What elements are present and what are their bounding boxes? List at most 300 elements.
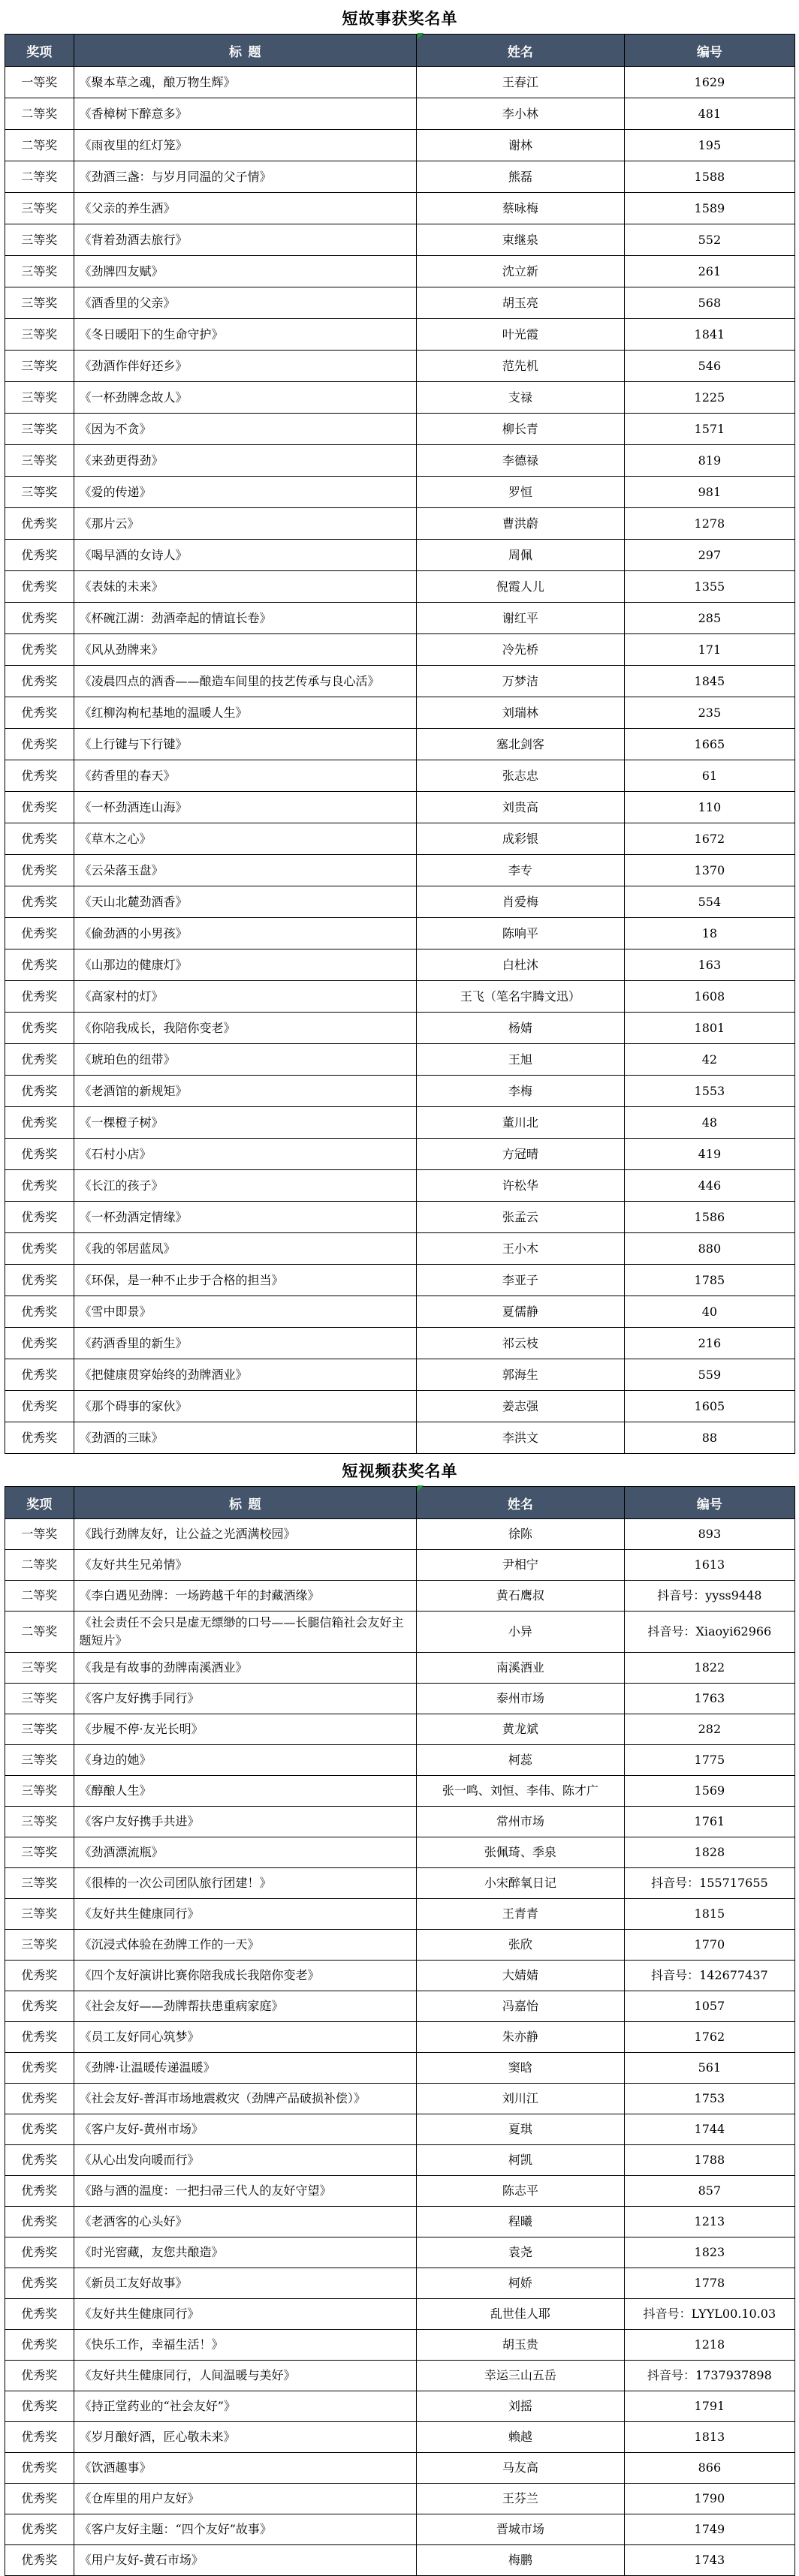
table-row [5, 130, 795, 161]
cell-title: 《员工友好同心筑梦》 [74, 2022, 417, 2053]
cell-name: 柯娇 [417, 2268, 625, 2299]
cell-award: 三等奖 [5, 1684, 74, 1714]
cell-award: 优秀奖 [5, 1170, 74, 1202]
col-header-name-label: 姓名 [507, 44, 533, 59]
cell-award: 优秀奖 [5, 2114, 74, 2145]
table-row [5, 2237, 795, 2268]
cell-award: 优秀奖 [5, 823, 74, 855]
cell-number: 1213 [624, 2207, 794, 2237]
cell-award: 优秀奖 [5, 2022, 74, 2053]
cell-number: 抖音号：Xiaoyi62966 [624, 1612, 794, 1653]
table-row [5, 603, 795, 634]
cell-number: 18 [624, 918, 794, 949]
cell-name: 冷先桥 [417, 634, 625, 666]
cell-title: 《步履不停·友光长明》 [74, 1714, 417, 1745]
cell-name: 叶光霞 [417, 319, 625, 351]
cell-award: 二等奖 [5, 1550, 74, 1581]
table-row [5, 1359, 795, 1391]
col-header-number: 编号 [624, 35, 794, 67]
cell-number: 1770 [624, 1930, 794, 1961]
header-row [5, 35, 795, 67]
cell-number: 1278 [624, 508, 794, 540]
table-row [5, 2145, 795, 2176]
cell-award: 三等奖 [5, 1868, 74, 1899]
cell-number: 554 [624, 886, 794, 918]
cell-number: 446 [624, 1170, 794, 1202]
cell-number: 1845 [624, 666, 794, 697]
cell-award: 优秀奖 [5, 1233, 74, 1265]
cell-name: 小宋醉氧日记 [417, 1868, 625, 1899]
cell-title: 《石村小店》 [74, 1139, 417, 1170]
cell-number: 171 [624, 634, 794, 666]
cell-name: 谢林 [417, 130, 625, 161]
cell-name: 郭海生 [417, 1359, 625, 1391]
cell-award: 优秀奖 [5, 949, 74, 981]
cell-name: 窦晗 [417, 2053, 625, 2084]
cell-number: 1753 [624, 2084, 794, 2114]
cell-award: 优秀奖 [5, 1013, 74, 1044]
table-row [5, 697, 795, 729]
cell-award: 三等奖 [5, 1899, 74, 1930]
cell-title: 《新员工友好故事》 [74, 2268, 417, 2299]
cell-number: 1775 [624, 1745, 794, 1776]
table-row [5, 1961, 795, 1991]
cell-title: 《爱的传递》 [74, 477, 417, 508]
cell-title: 《偷劲酒的小男孩》 [74, 918, 417, 949]
cell-award: 优秀奖 [5, 634, 74, 666]
cell-title: 《友好共生健康同行》 [74, 1899, 417, 1930]
cell-award: 三等奖 [5, 414, 74, 445]
cell-award: 三等奖 [5, 477, 74, 508]
cell-award: 优秀奖 [5, 2391, 74, 2422]
cell-number: 1788 [624, 2145, 794, 2176]
table-row [5, 1013, 795, 1044]
cell-number: 1218 [624, 2330, 794, 2361]
cell-title: 《高家村的灯》 [74, 981, 417, 1013]
cell-name: 程曦 [417, 2207, 625, 2237]
cell-name: 夏儒静 [417, 1296, 625, 1328]
cell-name: 泰州市场 [417, 1684, 625, 1714]
cell-name: 李洪文 [417, 1422, 625, 1454]
cell-name: 朱亦静 [417, 2022, 625, 2053]
cell-award: 优秀奖 [5, 1139, 74, 1170]
cell-number: 1822 [624, 1653, 794, 1684]
cell-award: 优秀奖 [5, 603, 74, 634]
cell-number: 1801 [624, 1013, 794, 1044]
cell-name: 祁云枝 [417, 1328, 625, 1359]
cell-number: 1815 [624, 1899, 794, 1930]
cell-number: 561 [624, 2053, 794, 2084]
cell-number: 546 [624, 351, 794, 382]
cell-number: 195 [624, 130, 794, 161]
cell-title: 《把健康贯穿始终的劲牌酒业》 [74, 1359, 417, 1391]
cell-number: 1355 [624, 571, 794, 603]
cell-award: 三等奖 [5, 193, 74, 224]
cell-title: 《父亲的养生酒》 [74, 193, 417, 224]
table-row [5, 1328, 795, 1359]
table-row [5, 319, 795, 351]
cell-number: 1790 [624, 2484, 794, 2514]
cell-name: 倪霞人儿 [417, 571, 625, 603]
cell-award: 优秀奖 [5, 760, 74, 792]
cell-award: 优秀奖 [5, 2361, 74, 2391]
cell-name: 王旭 [417, 1044, 625, 1076]
cell-name: 董川北 [417, 1107, 625, 1139]
cell-number: 1763 [624, 1684, 794, 1714]
cell-title: 《杯碗江湖：劲酒牵起的情谊长卷》 [74, 603, 417, 634]
table-row [5, 67, 795, 98]
table-row [5, 414, 795, 445]
cell-award: 优秀奖 [5, 571, 74, 603]
cell-award: 优秀奖 [5, 2545, 74, 2576]
table-row [5, 1044, 795, 1076]
table-row [5, 2484, 795, 2514]
cell-name: 柯凯 [417, 2145, 625, 2176]
cell-number: 1569 [624, 1776, 794, 1807]
cell-name: 胡玉贵 [417, 2330, 625, 2361]
cell-title: 《社会责任不会只是虚无缥缈的口号——长腿信箱社会友好主题短片》 [74, 1612, 417, 1653]
cell-name: 幸运三山五岳 [417, 2361, 625, 2391]
cell-title: 《客户友好主题：“四个友好”故事》 [74, 2514, 417, 2545]
cell-name: 束继泉 [417, 224, 625, 256]
cell-title: 《香樟树下醉意多》 [74, 98, 417, 130]
cell-name: 李德禄 [417, 445, 625, 477]
cell-name: 张孟云 [417, 1202, 625, 1233]
cell-number: 297 [624, 540, 794, 571]
cell-name: 柯蕊 [417, 1745, 625, 1776]
cell-name: 李小林 [417, 98, 625, 130]
cell-name: 胡玉亮 [417, 287, 625, 319]
cell-award: 优秀奖 [5, 729, 74, 760]
cell-award: 优秀奖 [5, 2453, 74, 2484]
cell-name: 大婧婧 [417, 1961, 625, 1991]
story-awards-table [5, 34, 795, 1454]
cell-name: 徐陈 [417, 1519, 625, 1550]
cell-title: 《山那边的健康灯》 [74, 949, 417, 981]
cell-name: 姜志强 [417, 1391, 625, 1422]
col-header-title: 标 题 [74, 1487, 417, 1519]
cell-name: 王春江 [417, 67, 625, 98]
table-row [5, 571, 795, 603]
cell-name: 王小木 [417, 1233, 625, 1265]
cell-number: 1743 [624, 2545, 794, 2576]
cell-award: 优秀奖 [5, 2422, 74, 2453]
cell-title: 《红柳沟枸杞基地的温暖人生》 [74, 697, 417, 729]
table-row [5, 2545, 795, 2576]
cell-number: 1057 [624, 1991, 794, 2022]
table-row [5, 1776, 795, 1807]
table-row [5, 1107, 795, 1139]
cell-award: 优秀奖 [5, 1991, 74, 2022]
cell-award: 二等奖 [5, 98, 74, 130]
cell-name: 黄石鹰叔 [417, 1581, 625, 1612]
cell-name: 刘川江 [417, 2084, 625, 2114]
cell-name: 张欣 [417, 1930, 625, 1961]
cell-title: 《草木之心》 [74, 823, 417, 855]
cell-award: 优秀奖 [5, 2268, 74, 2299]
cell-title: 《上行键与下行键》 [74, 729, 417, 760]
table-row [5, 508, 795, 540]
cell-title: 《我的邻居蓝凤》 [74, 1233, 417, 1265]
table-row [5, 1391, 795, 1422]
cell-name: 冯嘉怡 [417, 1991, 625, 2022]
cell-award: 二等奖 [5, 161, 74, 193]
cell-award: 优秀奖 [5, 1265, 74, 1296]
table-row [5, 949, 795, 981]
table-row [5, 1653, 795, 1684]
cell-award: 优秀奖 [5, 886, 74, 918]
cell-award: 三等奖 [5, 382, 74, 414]
cell-name: 张志忠 [417, 760, 625, 792]
cell-title: 《药酒香里的新生》 [74, 1328, 417, 1359]
cell-number: 1553 [624, 1076, 794, 1107]
cell-title: 《一杯劲酒定情缘》 [74, 1202, 417, 1233]
cell-award: 优秀奖 [5, 2330, 74, 2361]
cell-award: 优秀奖 [5, 2207, 74, 2237]
cell-award: 一等奖 [5, 1519, 74, 1550]
cell-name: 尹相宁 [417, 1550, 625, 1581]
cell-award: 优秀奖 [5, 792, 74, 823]
cell-award: 优秀奖 [5, 2053, 74, 2084]
cell-award: 优秀奖 [5, 2084, 74, 2114]
cell-number: 1605 [624, 1391, 794, 1422]
cell-award: 优秀奖 [5, 1202, 74, 1233]
cell-name: 曹洪蔚 [417, 508, 625, 540]
cell-title: 《很棒的一次公司团队旅行团建！》 [74, 1868, 417, 1899]
cell-award: 三等奖 [5, 256, 74, 287]
table-row [5, 382, 795, 414]
cell-number: 857 [624, 2176, 794, 2207]
cell-name: 塞北剑客 [417, 729, 625, 760]
cell-number: 282 [624, 1714, 794, 1745]
table-row [5, 224, 795, 256]
table-row [5, 1930, 795, 1961]
cell-name: 刘摇 [417, 2391, 625, 2422]
cell-name: 柳长青 [417, 414, 625, 445]
col-header-award: 奖项 [5, 35, 74, 67]
cell-number: 235 [624, 697, 794, 729]
table-row [5, 161, 795, 193]
table-row [5, 2514, 795, 2545]
cell-number: 559 [624, 1359, 794, 1391]
video-awards-table [5, 1486, 795, 2576]
table-row [5, 256, 795, 287]
cell-title: 《环保，是一种不止步于合格的担当》 [74, 1265, 417, 1296]
cell-title: 《长江的孩子》 [74, 1170, 417, 1202]
cell-number: 419 [624, 1139, 794, 1170]
cell-award: 三等奖 [5, 319, 74, 351]
table-row [5, 2176, 795, 2207]
cell-name: 肖爱梅 [417, 886, 625, 918]
table-row [5, 2114, 795, 2145]
cell-name: 万梦洁 [417, 666, 625, 697]
cell-name: 黄龙斌 [417, 1714, 625, 1745]
cell-title: 《老酒馆的新规矩》 [74, 1076, 417, 1107]
table-row [5, 1202, 795, 1233]
cell-number: 1813 [624, 2422, 794, 2453]
table-row [5, 193, 795, 224]
cell-number: 1571 [624, 414, 794, 445]
cell-number: 568 [624, 287, 794, 319]
cell-number: 1589 [624, 193, 794, 224]
cell-award: 优秀奖 [5, 1359, 74, 1391]
cell-name: 白杜沐 [417, 949, 625, 981]
cell-number: 285 [624, 603, 794, 634]
cell-award: 二等奖 [5, 130, 74, 161]
cell-award: 优秀奖 [5, 2514, 74, 2545]
cell-name: 成彩银 [417, 823, 625, 855]
cell-name: 支禄 [417, 382, 625, 414]
table-row [5, 1899, 795, 1930]
video-awards-section [5, 1454, 795, 2576]
col-header-number: 编号 [624, 1487, 794, 1519]
table-row [5, 287, 795, 319]
cell-number: 42 [624, 1044, 794, 1076]
cell-title: 《一棵橙子树》 [74, 1107, 417, 1139]
cell-number: 1672 [624, 823, 794, 855]
cell-name: 蔡咏梅 [417, 193, 625, 224]
table-row [5, 918, 795, 949]
cell-number: 163 [624, 949, 794, 981]
cell-number: 抖音号：142677437 [624, 1961, 794, 1991]
cell-name: 杨婧 [417, 1013, 625, 1044]
cell-award: 三等奖 [5, 1837, 74, 1868]
cell-number: 552 [624, 224, 794, 256]
table-row [5, 2361, 795, 2391]
cell-title: 《社会友好——劲牌帮扶患重病家庭》 [74, 1991, 417, 2022]
cell-title: 《沉浸式体验在劲牌工作的一天》 [74, 1930, 417, 1961]
cell-title: 《社会友好-普洱市场地震救灾（劲牌产品破损补偿）》 [74, 2084, 417, 2114]
cell-title: 《因为不贪》 [74, 414, 417, 445]
cell-number: 1762 [624, 2022, 794, 2053]
cell-title: 《雪中即景》 [74, 1296, 417, 1328]
cell-title: 《劲酒漂流瓶》 [74, 1837, 417, 1868]
cell-title: 《风从劲牌来》 [74, 634, 417, 666]
cell-name: 陈志平 [417, 2176, 625, 2207]
table-row [5, 2268, 795, 2299]
table-row [5, 729, 795, 760]
cell-number: 1613 [624, 1550, 794, 1581]
cell-award: 三等奖 [5, 445, 74, 477]
cell-number: 1744 [624, 2114, 794, 2145]
story-awards-section [5, 2, 795, 1454]
table-row [5, 981, 795, 1013]
cell-number: 抖音号：1737937898 [624, 2361, 794, 2391]
cell-award: 优秀奖 [5, 981, 74, 1013]
cell-award: 一等奖 [5, 67, 74, 98]
cell-award: 三等奖 [5, 1653, 74, 1684]
table-row [5, 760, 795, 792]
cell-number: 1778 [624, 2268, 794, 2299]
table-row [5, 2207, 795, 2237]
cell-number: 抖音号：155717655 [624, 1868, 794, 1899]
cell-title: 《四个友好演讲比赛你陪我成长我陪你变老》 [74, 1961, 417, 1991]
cell-title: 《你陪我成长，我陪你变老》 [74, 1013, 417, 1044]
cell-award: 优秀奖 [5, 1422, 74, 1454]
table-row [5, 477, 795, 508]
table-row [5, 1139, 795, 1170]
table-row [5, 540, 795, 571]
header-row [5, 1487, 795, 1519]
cell-title: 《友好共生健康同行，人间温暖与美好》 [74, 2361, 417, 2391]
table-row [5, 1745, 795, 1776]
cell-title: 《从心出发向暖而行》 [74, 2145, 417, 2176]
cell-number: 1370 [624, 855, 794, 886]
cell-name: 小异 [417, 1612, 625, 1653]
cell-number: 893 [624, 1519, 794, 1550]
cell-number: 1749 [624, 2514, 794, 2545]
cell-award: 优秀奖 [5, 1076, 74, 1107]
cell-number: 88 [624, 1422, 794, 1454]
table-row [5, 2022, 795, 2053]
cell-number: 1608 [624, 981, 794, 1013]
table-row [5, 2053, 795, 2084]
cell-name: 陈响平 [417, 918, 625, 949]
cell-award: 三等奖 [5, 287, 74, 319]
table-row [5, 823, 795, 855]
cell-name: 谢红平 [417, 603, 625, 634]
table-row [5, 1837, 795, 1868]
cell-number: 1823 [624, 2237, 794, 2268]
cell-award: 优秀奖 [5, 1296, 74, 1328]
cell-name: 马友高 [417, 2453, 625, 2484]
cell-name: 晋城市场 [417, 2514, 625, 2545]
cell-title: 《雨夜里的红灯笼》 [74, 130, 417, 161]
cell-title: 《表妹的未来》 [74, 571, 417, 603]
cell-number: 1828 [624, 1837, 794, 1868]
cell-number: 1629 [624, 67, 794, 98]
cell-award: 三等奖 [5, 1807, 74, 1837]
cell-award: 优秀奖 [5, 697, 74, 729]
cell-name: 刘贵高 [417, 792, 625, 823]
table-row [5, 2084, 795, 2114]
cell-title: 《持正堂药业的“社会友好”》 [74, 2391, 417, 2422]
cell-name: 夏琪 [417, 2114, 625, 2145]
error-indicator-icon [418, 1485, 424, 1491]
cell-name: 王芬兰 [417, 2484, 625, 2514]
col-header-award: 奖项 [5, 1487, 74, 1519]
cell-award: 三等奖 [5, 1776, 74, 1807]
cell-name: 张一鸣、刘恒、李伟、陈才广 [417, 1776, 625, 1807]
table-row [5, 1868, 795, 1899]
cell-title: 《酒香里的父亲》 [74, 287, 417, 319]
cell-name: 刘瑞林 [417, 697, 625, 729]
cell-number: 981 [624, 477, 794, 508]
cell-number: 1841 [624, 319, 794, 351]
cell-number: 抖音号：LYYL00.10.03 [624, 2299, 794, 2330]
cell-title: 《老酒客的心头好》 [74, 2207, 417, 2237]
table-row [5, 792, 795, 823]
cell-number: 1791 [624, 2391, 794, 2422]
cell-award: 优秀奖 [5, 540, 74, 571]
cell-award: 优秀奖 [5, 2484, 74, 2514]
table-row [5, 1991, 795, 2022]
table-row [5, 1807, 795, 1837]
cell-title: 《那片云》 [74, 508, 417, 540]
cell-number: 1665 [624, 729, 794, 760]
cell-number: 481 [624, 98, 794, 130]
cell-award: 优秀奖 [5, 918, 74, 949]
cell-title: 《客户友好携手共进》 [74, 1807, 417, 1837]
cell-number: 抖音号：yyss9448 [624, 1581, 794, 1612]
cell-title: 《用户友好-黄石市场》 [74, 2545, 417, 2576]
story-table-body [5, 67, 795, 1454]
cell-title: 《云朵落玉盘》 [74, 855, 417, 886]
cell-title: 《一杯劲牌念故人》 [74, 382, 417, 414]
cell-number: 819 [624, 445, 794, 477]
cell-name: 周佩 [417, 540, 625, 571]
cell-title: 《快乐工作，幸福生活！》 [74, 2330, 417, 2361]
